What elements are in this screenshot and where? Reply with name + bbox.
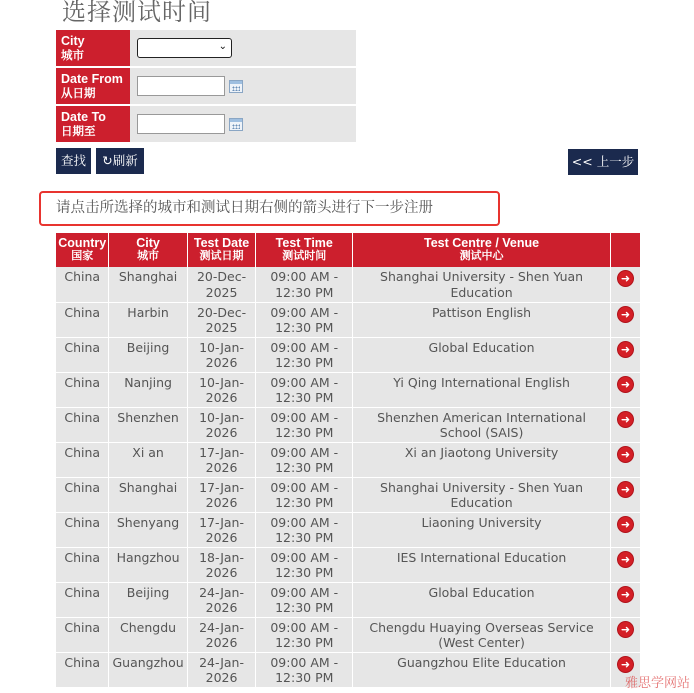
date-to-label xyxy=(56,106,130,142)
table-row xyxy=(56,372,641,407)
country-cell: China xyxy=(56,512,109,547)
country-cell: China xyxy=(56,617,109,652)
header-country: Country 国家 xyxy=(56,233,109,267)
select-cell[interactable] xyxy=(611,617,641,652)
date-to-label-en: Date To xyxy=(61,110,106,124)
city-label xyxy=(56,30,130,66)
country-cell: China xyxy=(56,582,109,617)
table-row xyxy=(56,477,641,512)
venue-cell: Liaoning University xyxy=(353,512,611,547)
select-cell[interactable] xyxy=(611,442,641,477)
table-row xyxy=(56,547,641,582)
date-from-row xyxy=(56,68,356,104)
date-from-label-zh: 从日期 xyxy=(61,88,96,100)
city-cell: Nanjing xyxy=(109,372,187,407)
city-field xyxy=(130,30,356,66)
select-cell[interactable] xyxy=(611,267,641,302)
time-cell: 09:00 AM - 12:30 PM xyxy=(256,512,353,547)
country-cell: China xyxy=(56,407,109,442)
table-row xyxy=(56,512,641,547)
venue-cell: Guangzhou Elite Education xyxy=(353,652,611,687)
header-test-time: Test Time 测试时间 xyxy=(256,233,353,267)
city-select[interactable] xyxy=(137,38,232,58)
arrow-right-icon[interactable]: ➜ xyxy=(618,622,633,637)
country-cell: China xyxy=(56,372,109,407)
city-cell: Chengdu xyxy=(109,617,187,652)
date-to-label-zh: 日期至 xyxy=(61,126,96,138)
date-cell: 24-Jan-2026 xyxy=(187,582,256,617)
city-cell: Beijing xyxy=(109,582,187,617)
date-cell: 10-Jan-2026 xyxy=(187,372,256,407)
previous-step-button[interactable]: << 上一步 xyxy=(568,149,638,175)
select-cell[interactable] xyxy=(611,302,641,337)
arrow-right-icon[interactable]: ➜ xyxy=(618,447,633,462)
date-from-label xyxy=(56,68,130,104)
arrow-right-icon[interactable]: ➜ xyxy=(618,657,633,672)
date-cell: 10-Jan-2026 xyxy=(187,337,256,372)
date-cell: 24-Jan-2026 xyxy=(187,617,256,652)
page-title: 选择测试时间 xyxy=(62,0,212,26)
time-cell: 09:00 AM - 12:30 PM xyxy=(256,407,353,442)
select-cell[interactable] xyxy=(611,407,641,442)
city-cell: Beijing xyxy=(109,337,187,372)
header-test-date: Test Date 测试日期 xyxy=(187,233,256,267)
instruction-notice: 请点击所选择的城市和测试日期右侧的箭头进行下一步注册 xyxy=(39,191,500,226)
arrow-right-icon[interactable]: ➜ xyxy=(618,552,633,567)
header-action xyxy=(611,233,641,267)
date-cell: 17-Jan-2026 xyxy=(187,442,256,477)
country-cell: China xyxy=(56,337,109,372)
select-cell[interactable] xyxy=(611,477,641,512)
time-cell: 09:00 AM - 12:30 PM xyxy=(256,267,353,302)
date-cell: 18-Jan-2026 xyxy=(187,547,256,582)
time-cell: 09:00 AM - 12:30 PM xyxy=(256,477,353,512)
select-cell[interactable] xyxy=(611,372,641,407)
venue-cell: Global Education xyxy=(353,337,611,372)
chevron-down-icon: ⌄ xyxy=(218,41,227,52)
date-cell: 24-Jan-2026 xyxy=(187,652,256,687)
arrow-right-icon[interactable]: ➜ xyxy=(618,377,633,392)
test-dates-table xyxy=(56,233,641,688)
city-cell: Shanghai xyxy=(109,267,187,302)
venue-cell: Shanghai University - Shen Yuan Education xyxy=(353,267,611,302)
venue-cell: Global Education xyxy=(353,582,611,617)
table-row xyxy=(56,267,641,302)
city-cell: Xi an xyxy=(109,442,187,477)
venue-cell: Shenzhen American International School (SAIS) xyxy=(353,407,611,442)
select-cell[interactable] xyxy=(611,512,641,547)
select-cell[interactable] xyxy=(611,547,641,582)
city-cell: Shenyang xyxy=(109,512,187,547)
time-cell: 09:00 AM - 12:30 PM xyxy=(256,652,353,687)
venue-cell: Shanghai University - Shen Yuan Education xyxy=(353,477,611,512)
date-from-input[interactable] xyxy=(137,76,225,96)
city-row xyxy=(56,30,356,66)
calendar-icon[interactable] xyxy=(229,118,243,131)
city-cell: Hangzhou xyxy=(109,547,187,582)
venue-cell: IES International Education xyxy=(353,547,611,582)
date-to-field xyxy=(130,106,356,142)
find-button[interactable]: 查找 xyxy=(56,148,91,174)
time-cell: 09:00 AM - 12:30 PM xyxy=(256,547,353,582)
city-label-zh: 城市 xyxy=(61,50,84,62)
time-cell: 09:00 AM - 12:30 PM xyxy=(256,337,353,372)
date-cell: 20-Dec-2025 xyxy=(187,267,256,302)
date-to-row xyxy=(56,106,356,142)
table-row xyxy=(56,302,641,337)
city-label-en: City xyxy=(61,34,85,48)
time-cell: 09:00 AM - 12:30 PM xyxy=(256,302,353,337)
arrow-right-icon[interactable]: ➜ xyxy=(618,342,633,357)
arrow-right-icon[interactable]: ➜ xyxy=(618,271,633,286)
table-row xyxy=(56,407,641,442)
city-cell: Guangzhou xyxy=(109,652,187,687)
time-cell: 09:00 AM - 12:30 PM xyxy=(256,442,353,477)
table-row xyxy=(56,652,641,687)
watermark: 雅思学网站 xyxy=(624,676,690,691)
arrow-right-icon[interactable]: ➜ xyxy=(618,587,633,602)
date-cell: 10-Jan-2026 xyxy=(187,407,256,442)
city-cell: Shanghai xyxy=(109,477,187,512)
country-cell: China xyxy=(56,302,109,337)
table-row xyxy=(56,337,641,372)
country-cell: China xyxy=(56,267,109,302)
country-cell: China xyxy=(56,652,109,687)
time-cell: 09:00 AM - 12:30 PM xyxy=(256,582,353,617)
select-cell[interactable] xyxy=(611,337,641,372)
date-cell: 17-Jan-2026 xyxy=(187,512,256,547)
city-cell: Harbin xyxy=(109,302,187,337)
date-cell: 20-Dec-2025 xyxy=(187,302,256,337)
city-cell: Shenzhen xyxy=(109,407,187,442)
calendar-icon[interactable] xyxy=(229,80,243,93)
date-to-input[interactable] xyxy=(137,114,225,134)
table-row xyxy=(56,442,641,477)
country-cell: China xyxy=(56,477,109,512)
country-cell: China xyxy=(56,547,109,582)
table-row xyxy=(56,617,641,652)
header-test-centre: Test Centre / Venue 测试中心 xyxy=(353,233,611,267)
search-form xyxy=(56,30,356,144)
time-cell: 09:00 AM - 12:30 PM xyxy=(256,372,353,407)
date-from-field xyxy=(130,68,356,104)
venue-cell: Xi an Jiaotong University xyxy=(353,442,611,477)
refresh-button[interactable]: ↻刷新 xyxy=(96,148,144,174)
arrow-right-icon[interactable]: ➜ xyxy=(618,517,633,532)
table-header-row xyxy=(56,233,641,267)
venue-cell: Pattison English xyxy=(353,302,611,337)
arrow-right-icon[interactable]: ➜ xyxy=(618,412,633,427)
header-city: City 城市 xyxy=(109,233,187,267)
date-from-label-en: Date From xyxy=(61,72,123,86)
country-cell: China xyxy=(56,442,109,477)
venue-cell: Yi Qing International English xyxy=(353,372,611,407)
date-cell: 17-Jan-2026 xyxy=(187,477,256,512)
venue-cell: Chengdu Huaying Overseas Service (West Center) xyxy=(353,617,611,652)
table-row xyxy=(56,582,641,617)
arrow-right-icon[interactable]: ➜ xyxy=(618,482,633,497)
select-cell[interactable] xyxy=(611,582,641,617)
arrow-right-icon[interactable]: ➜ xyxy=(618,307,633,322)
time-cell: 09:00 AM - 12:30 PM xyxy=(256,617,353,652)
